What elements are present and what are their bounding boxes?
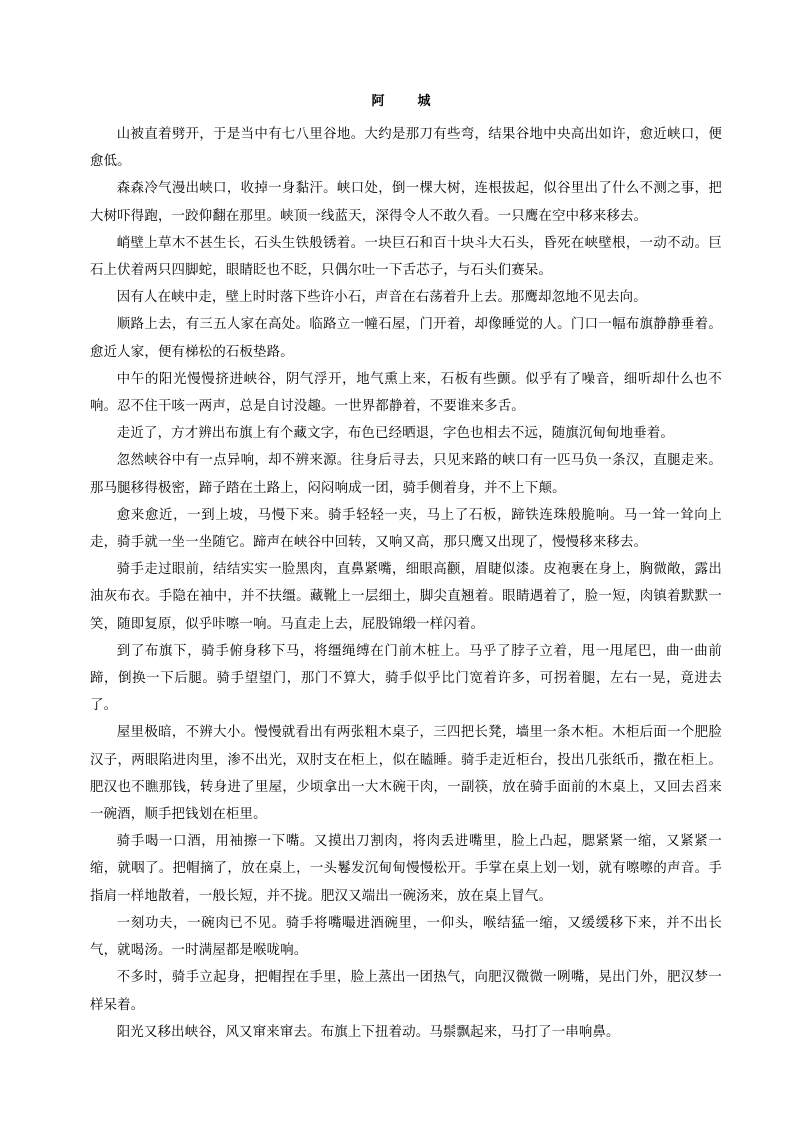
paragraph: 顺路上去，有三五人家在高处。临路立一幢石屋，门开着，却像睡觉的人。门口一幅布旗静静垂着。愈近人家，便有梯松的石板垫路。 <box>90 317 722 360</box>
paragraph: 山被直着劈开，于是当中有七八里谷地。大约是那刀有些弯，结果谷地中央高出如许，愈近峡口，便愈低。 <box>90 127 722 170</box>
paragraph: 一刻功夫，一碗肉已不见。骑手将嘴嘬进酒碗里，一仰头，喉结猛一缩，又缓缓移下来，并不出长气，就喝汤。一时满屋都是喉咙响。 <box>90 915 722 959</box>
paragraph: 忽然峡谷中有一点异响，却不辨来源。往身后寻去，只见来路的峡口有一匹马负一条汉，直腿走来。那马腿移得极密，蹄子踏在土路上，闷闷响成一团，骑手侧着身，并不上下颠。 <box>90 453 722 496</box>
document-title: 阿 城 <box>371 94 441 109</box>
paragraph: 峭壁上草木不甚生长，石头生铁般锈着。一块巨石和百十块斗大石头，昏死在峡壁根，一动不动。巨石上伏着两只四脚蛇，眼睛眨也不眨，只偶尔吐一下舌芯子，与石头们赛呆。 <box>90 235 722 279</box>
paragraph: 中午的阳光慢慢挤进峡谷，阴气浮开，地气熏上来，石板有些颤。似乎有了噪音，细听却什么也不响。忍不住干咳一两声，总是自讨没趣。一世界都静着，不要谁来多舌。 <box>90 371 722 415</box>
paragraph: 走近了，方才辨出布旗上有个藏文字，布色已经晒退，字色也相去不远，随旗沉甸甸地垂着。 <box>116 426 675 442</box>
paragraph: 骑手走过眼前，结结实实一脸黑肉，直鼻紧嘴，细眼高颧，眉睫似漆。皮袍裹在身上，胸微敞，露出油灰布衣。手隐在袖中，并不扶缰。藏靴上一层细土，脚尖直翘着。眼睛遇着了，脸一短，肉镇着默默一笑，随即复原，似乎咔嚓一响。马直走上去，屁股锦缎一样闪着。 <box>90 562 722 632</box>
document-body <box>90 121 722 1046</box>
paragraph: 到了布旗下，骑手俯身移下马，将缰绳缚在门前木桩上。马乎了脖子立着，甩一甩尾巴，曲一曲前蹄，倒换一下后腿。骑手望望门，那门不算大，骑手似乎比门宽着许多，可拐着腿，左右一晃，竟进去了。 <box>90 643 722 714</box>
paragraph: 愈来愈近，一到上坡，马慢下来。骑手轻轻一夹，马上了石板，蹄铁连珠般脆响。马一耸一耸向上走，骑手就一坐一坐随它。蹄声在峡谷中回转，又响又高，那只鹰又出现了，慢慢移来移去。 <box>90 507 722 551</box>
paragraph: 屋里极暗，不辨大小。慢慢就看出有两张粗木桌子，三四把长凳，墙里一条木柜。木柜后面一个肥脸汉子，两眼陷进肉里，渗不出光，双肘支在柜上，似在瞌睡。骑手走近柜台，投出几张纸币，撒在柜上。肥汉也不瞧那钱，转身进了里屋，少顷拿出一大木碗干肉，一副筷，放在骑手面前的木桌上，又回去舀来一碗酒，顺手把钱划在柜里。 <box>90 725 722 823</box>
paragraph: 骑手喝一口酒，用袖擦一下嘴。又摸出刀割肉，将肉丢进嘴里，脸上凸起，腮紧紧一缩，又紧紧一缩，就咽了。把帽摘了，放在桌上，一头鬈发沉甸甸慢慢松开。手掌在桌上划一划，就有嚓嚓的声音。手指肩一样地散着，一般长短，并不拢。肥汉又端出一碗汤来，放在桌上冒气。 <box>90 834 722 904</box>
paragraph: 因有人在峡中走，壁上时时落下些许小石，声音在右荡着升上去。那鹰却忽地不见去向。 <box>116 290 647 306</box>
paragraph: 不多时，骑手立起身，把帽捏在手里，脸上蒸出一团热气，向肥汉微微一咧嘴，晃出门外，肥汉梦一样呆着。 <box>90 970 722 1013</box>
paragraph: 森森冷气漫出峡口，收掉一身黏汗。峡口处，倒一棵大树，连根拔起，似谷里出了什么不测之事，把大树吓得跑，一跤仰翻在那里。峡顶一线蓝天，深得令人不敢久看。一只鹰在空中移来移去。 <box>90 181 722 224</box>
paragraph: 阳光又移出峡谷，风又窜来窜去。布旗上下扭着动。马鬃飘起来，马打了一串响鼻。 <box>116 1024 620 1040</box>
